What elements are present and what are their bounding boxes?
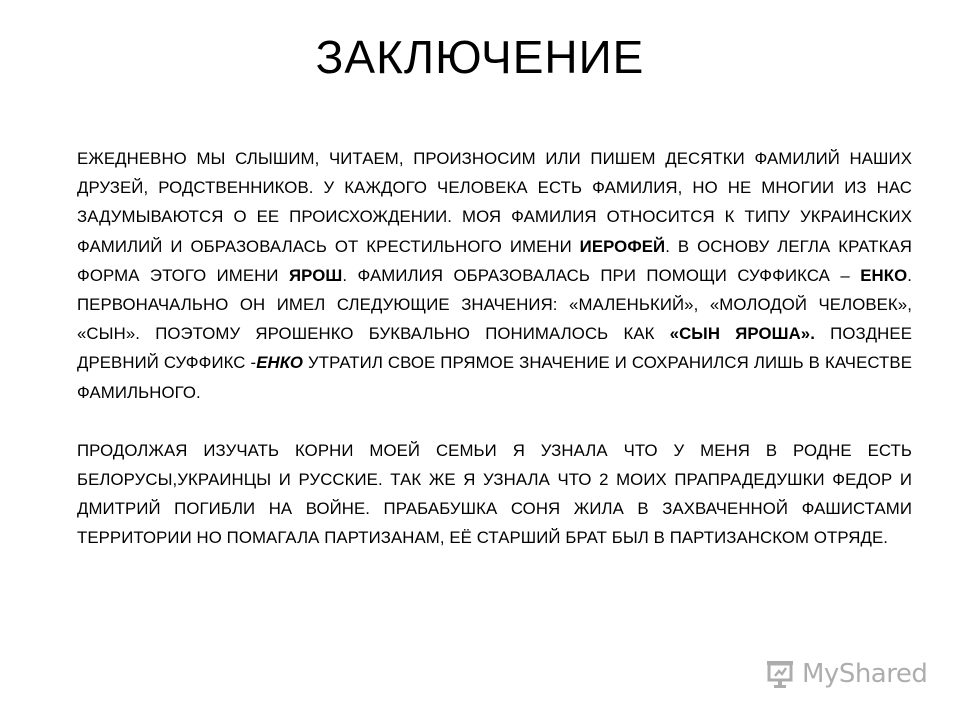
- text-run: . ПЕРВОНАЧАЛЬНО ОН ИМЕЛ СЛЕДУЮЩИЕ ЗНАЧЕНИЯ: «МАЛЕНЬКИЙ», «МОЛОДОЙ ЧЕЛОВЕК», «СЫН». ПОЭТОМУ ЯРОШЕНКО БУКВАЛЬНО ПОНИМАЛОСЬ КАК: [77, 265, 913, 344]
- paragraph-surname-origin: [77, 144, 912, 407]
- slide-title: ЗАКЛЮЧЕНИЕ: [315, 31, 645, 83]
- watermark-text: MyShared: [802, 659, 928, 689]
- bold-name-ierofey: ИЕРОФЕЙ: [579, 236, 666, 256]
- slideshow-icon: [766, 658, 796, 690]
- text-run: ПОЗДНЕЕ ДРЕВНИЙ СУФФИКС -: [77, 324, 912, 373]
- bold-name-yarosh: ЯРОШ: [288, 265, 343, 285]
- myshared-watermark: [766, 654, 927, 694]
- bold-son-of-yarosh: «СЫН ЯРОША».: [669, 324, 815, 344]
- slide-body: [77, 144, 912, 553]
- text-run: . В ОСНОВУ ЛЕГЛА КРАТКАЯ ФОРМА ЭТОГО ИМЕНИ: [77, 236, 912, 285]
- paragraph-family-roots: ПРОДОЛЖАЯ ИЗУЧАТЬ КОРНИ МОЕЙ СЕМЬИ Я УЗНАЛА ЧТО У МЕНЯ В РОДНЕ ЕСТЬ БЕЛОРУСЫ,УКРАИНЦЫ И РУССКИЕ. ТАК ЖЕ Я УЗНАЛА ЧТО 2 МОИХ ПРАПРАДЕДУШКИ ФЕДОР И ДМИТРИЙ ПОГИБЛИ НА ВОЙНЕ. ПРАБАБУШКА СОНЯ ЖИЛА В ЗАХВАЧЕННОЙ ФАШИСТАМИ ТЕРРИТОРИИ НО ПОМАГАЛА ПАРТИЗАНАМ, ЕЁ СТАРШИЙ БРАТ БЫЛ В ПАРТИЗАНСКОМ ОТРЯДЕ.: [77, 440, 912, 548]
- text-run: ЕЖЕДНЕВНО МЫ СЛЫШИМ, ЧИТАЕМ, ПРОИЗНОСИМ ИЛИ ПИШЕМ ДЕСЯТКИ ФАМИЛИЙ НАШИХ ДРУЗЕЙ, РОДСТВЕННИКОВ. У КАЖДОГО ЧЕЛОВЕКА ЕСТЬ ФАМИЛИЯ, НО НЕ МНОГИИ ИЗ НАС ЗАДУМЫВАЮТСЯ О ЕЕ ПРОИСХОЖДЕНИИ. МОЯ ФАМИЛИЯ ОТНОСИТСЯ К ТИПУ УКРАИНСКИХ ФАМИЛИЙ И ОБРАЗОВАЛАСЬ ОТ КРЕСТИЛЬНОГО ИМЕНИ: [77, 149, 912, 256]
- text-run: . ФАМИЛИЯ ОБРАЗОВАЛАСЬ ПРИ ПОМОЩИ СУФФИКСА –: [342, 265, 861, 285]
- bold-suffix-enko: ЕНКО: [860, 265, 908, 285]
- bold-italic-suffix-enko: ЕНКО: [256, 353, 304, 373]
- text-run: УТРАТИЛ СВОЕ ПРЯМОЕ ЗНАЧЕНИЕ И СОХРАНИЛСЯ ЛИШЬ В КАЧЕСТВЕ ФАМИЛЬНОГО.: [77, 353, 912, 402]
